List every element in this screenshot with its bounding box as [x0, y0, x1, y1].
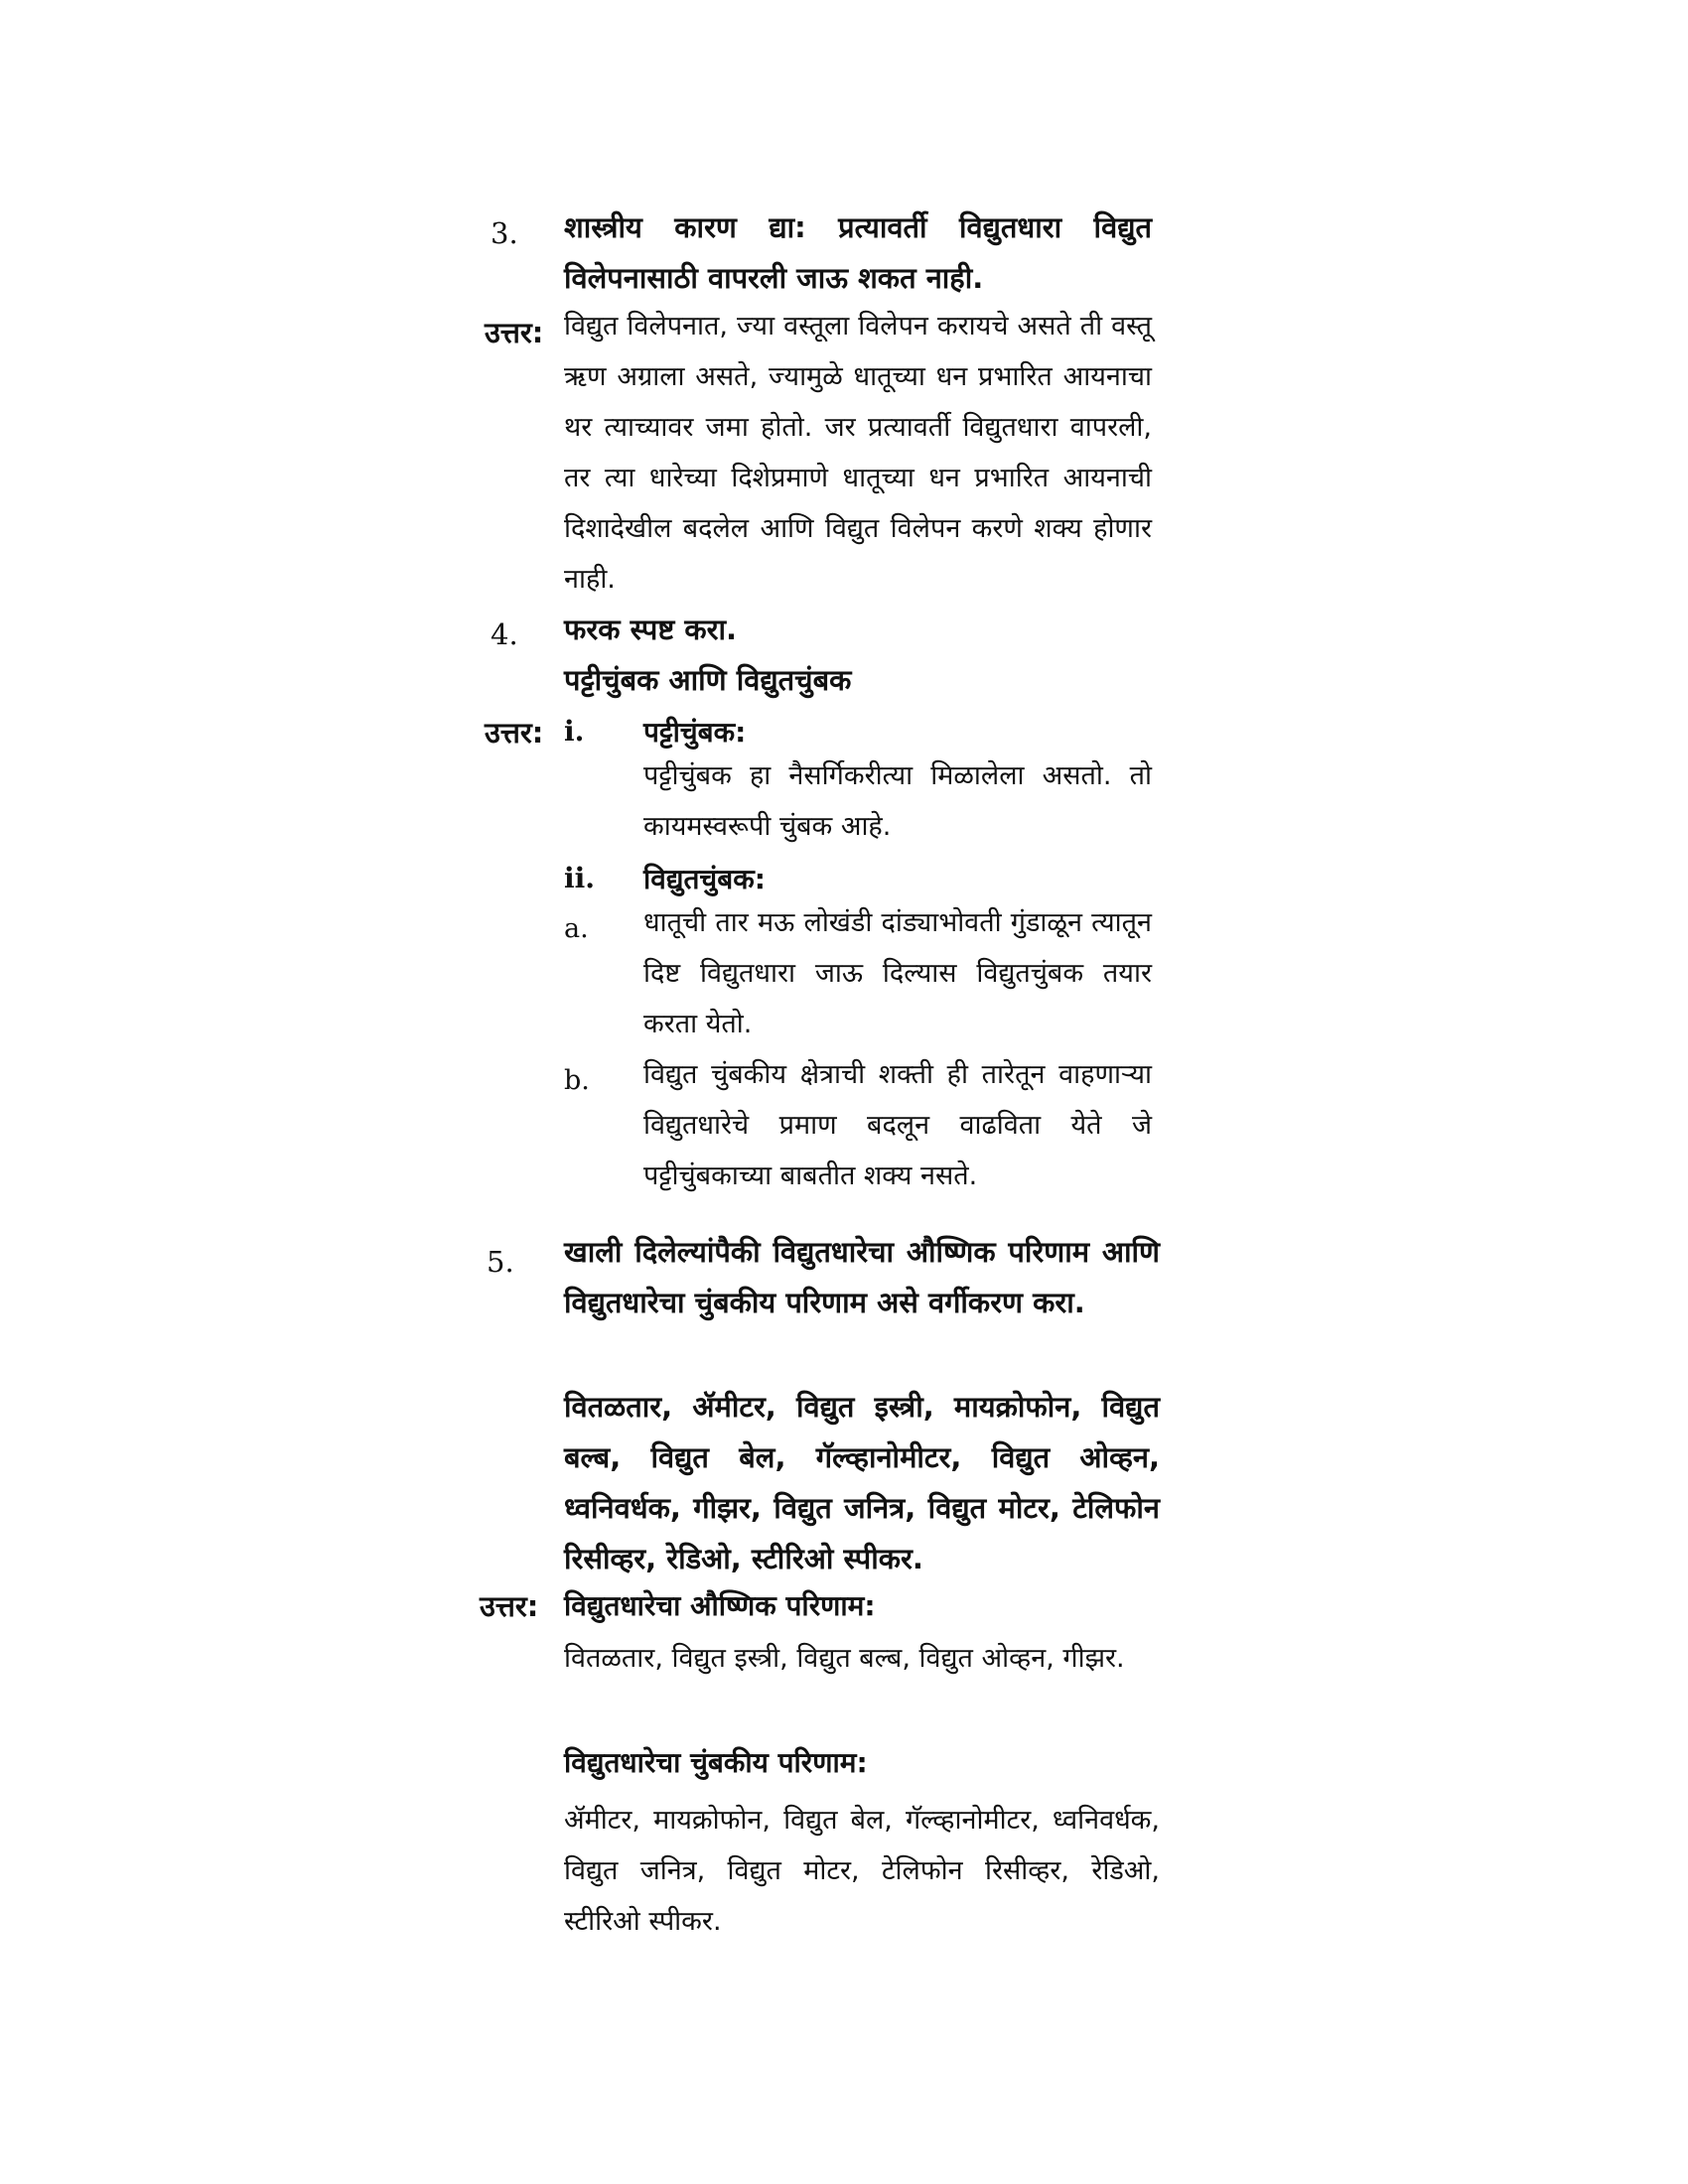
- magnetic-effect-text: ॲमीटर, मायक्रोफोन, विद्युत बेल, गॅल्व्हानोमीटर, ध्वनिवर्धक, विद्युत जनित्र, विद्युत मोटर, टेलिफोन रिसीव्हर, रेडिओ, स्टीरिओ स्पीकर.: [564, 1805, 1160, 1937]
- question-3-answer-text: विद्युत विलेपनात, ज्या वस्तूला विलेपन करायचे असते ती वस्तू ऋण अग्राला असते, ज्यामुळे धातूच्या धन प्रभारित आयनाचा थर त्याच्यावर जमा होतो. जर प्रत्यावर्ती विद्युतधारा वापरली, तर त्या धारेच्या दिशेप्रमाणे धातूच्या धन प्रभारित आयनाची दिशादेखील बदलेल आणि विद्युत विलेपन करणे शक्य होणार नाही.: [564, 311, 1152, 595]
- magnetic-effect-heading: विद्युतधारेचा चुंबकीय परिणाम:: [564, 1746, 868, 1779]
- question-5-answer-label: उत्तर:: [480, 1589, 539, 1623]
- thermal-effect-heading: विद्युतधारेचा औष्णिक परिणाम:: [564, 1589, 876, 1622]
- part-ii-item-b-marker: b.: [564, 1065, 590, 1096]
- question-5-text: खाली दिलेल्यांपैकी विद्युतधारेचा औष्णिक परिणाम आणि विद्युतधारेचा चुंबकीय परिणाम असे वर्गीकरण करा.: [564, 1235, 1160, 1319]
- question-4-text: फरक स्पष्ट करा.: [564, 613, 738, 646]
- question-4-subtitle: पट्टीचुंबक आणि विद्युतचुंबक: [564, 663, 852, 697]
- part-ii-item-b-text: विद्युत चुंबकीय क्षेत्राची शक्ती ही तारेतून वाहणाऱ्या विद्युतधारेचे प्रमाण बदलून वाढविता येते जे पट्टीचुंबकाच्या बाबतीत शक्य नसते.: [643, 1059, 1152, 1191]
- question-5-number: 5.: [487, 1245, 514, 1279]
- part-i-text: पट्टीचुंबक हा नैसर्गिकरीत्या मिळालेला असतो. तो कायमस्वरूपी चुंबक आहे.: [643, 760, 1152, 842]
- question-4-number: 4.: [491, 617, 518, 651]
- part-ii-item-a-marker: a.: [564, 913, 589, 944]
- question-3-number: 3.: [491, 216, 518, 250]
- question-3-answer-label: उत्तर:: [485, 316, 544, 349]
- question-5-item-list: वितळतार, ॲमीटर, विद्युत इस्त्री, मायक्रोफोन, विद्युत बल्ब, विद्युत बेल, गॅल्व्हानोमीटर, विद्युत ओव्हन, ध्वनिवर्धक, गीझर, विद्युत जनित्र, विद्युत मोटर, टेलिफोन रिसीव्हर, रेडिओ, स्टीरिओ स्पीकर.: [564, 1390, 1160, 1575]
- part-ii-item-a-text: धातूची तार मऊ लोखंडी दांड्याभोवती गुंडाळून त्यातून दिष्ट विद्युतधारा जाऊ दिल्यास विद्युतचुंबक तयार करता येतो.: [643, 907, 1152, 1039]
- question-3-text: शास्त्रीय कारण द्या: प्रत्यावर्ती विद्युतधारा विद्युत विलेपनासाठी वापरली जाऊ शकत नाही.: [564, 210, 1152, 295]
- question-4-answer-label: उत्तर:: [485, 716, 544, 750]
- part-ii-heading: विद्युतचुंबक:: [643, 863, 766, 895]
- part-ii-marker: ii.: [564, 862, 596, 894]
- thermal-effect-text: वितळतार, विद्युत इस्त्री, विद्युत बल्ब, विद्युत ओव्हन, गीझर.: [564, 1643, 1125, 1674]
- part-i-marker: i.: [564, 715, 585, 748]
- part-i-heading: पट्टीचुंबक:: [643, 716, 747, 749]
